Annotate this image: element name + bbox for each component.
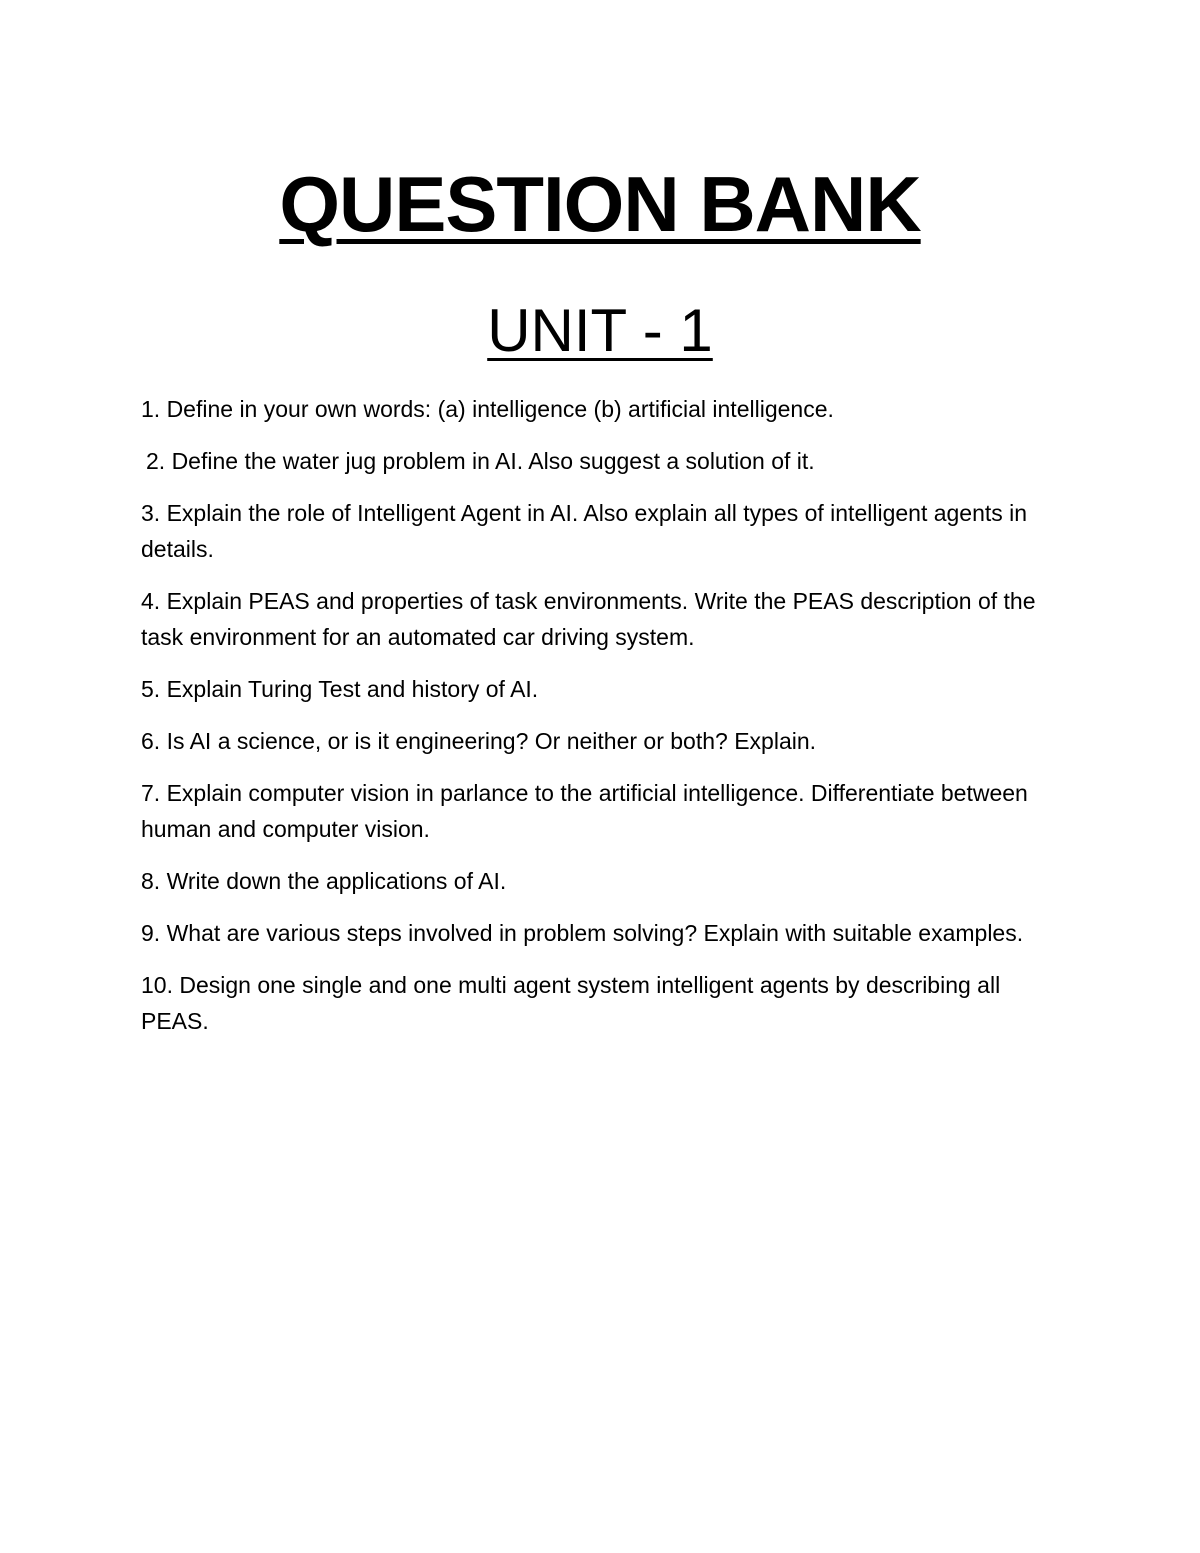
question-item: 6. Is AI a science, or is it engineering? Or neither or both? Explain. bbox=[141, 728, 817, 754]
question-item: 3. Explain the role of Intelligent Agent in AI. Also explain all types of intelligent agents in details. bbox=[141, 500, 1028, 562]
question-item: 10. Design one single and one multi agent system intelligent agents by describing all PEAS. bbox=[141, 972, 1001, 1034]
question-item: 9. What are various steps involved in problem solving? Explain with suitable examples. bbox=[141, 920, 1024, 946]
unit-heading: UNIT - 1 bbox=[487, 297, 713, 364]
question-item: 2. Define the water jug problem in AI. Also suggest a solution of it. bbox=[146, 448, 815, 474]
page-title: QUESTION BANK bbox=[279, 160, 921, 248]
question-item: 4. Explain PEAS and properties of task environments. Write the PEAS description of the task environment for an automated car driving system. bbox=[141, 588, 1036, 650]
question-item: 5. Explain Turing Test and history of AI. bbox=[141, 676, 539, 702]
question-item: 8. Write down the applications of AI. bbox=[141, 868, 507, 894]
question-item: 1. Define in your own words: (a) intelligence (b) artificial intelligence. bbox=[141, 396, 834, 422]
question-list bbox=[141, 391, 1061, 1055]
question-item: 7. Explain computer vision in parlance to the artificial intelligence. Differentiate between human and computer vision. bbox=[141, 780, 1028, 842]
